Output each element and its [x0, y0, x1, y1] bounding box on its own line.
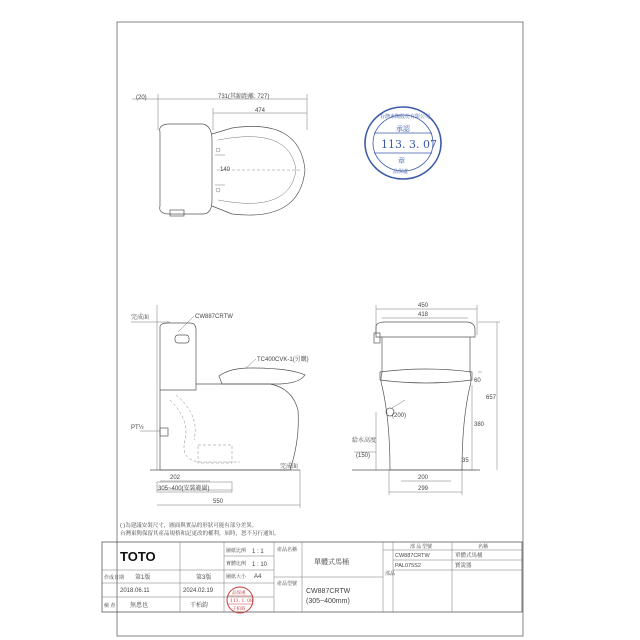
- water-height-label: 給水高度: [352, 438, 377, 444]
- front-view: [352, 303, 500, 495]
- toto-logo: TOTO: [120, 549, 156, 564]
- floor-top-label: 完成面: [131, 315, 150, 321]
- first-edition: 第1版: [135, 575, 151, 581]
- stamp-title: 承認: [396, 125, 410, 133]
- sheet-frame: [117, 22, 523, 636]
- stamp-footer: 品保處: [393, 169, 409, 175]
- dim-550: 550: [213, 499, 224, 505]
- parts-header-model: 型號: [422, 544, 433, 550]
- checker-label: 檢 查: [104, 603, 116, 609]
- part-1-name: 單體式馬桶: [455, 553, 483, 559]
- drawing-ratio-label: 圖紙比例: [226, 548, 247, 554]
- dim-200-paren: (200): [392, 413, 407, 419]
- parts-header-part: 部 品: [410, 544, 422, 550]
- floor-bottom-label: 完成面: [280, 464, 299, 470]
- dim-380: 380: [474, 422, 485, 428]
- side-view: [131, 305, 309, 508]
- dim-474: 474: [255, 108, 266, 114]
- stamp-ring-text: 台灣東陶股份有限公司: [380, 114, 431, 120]
- red-stamp-top: 品保處: [232, 591, 246, 596]
- dim-299: 299: [418, 486, 429, 492]
- dim-20: (20): [136, 95, 147, 101]
- actual-ratio-value: 1 : 10: [252, 562, 268, 568]
- dim-35: 35: [462, 458, 469, 464]
- dim-range: 305~400(安裝範圍): [158, 486, 210, 492]
- product-name-label: 產品名稱: [277, 547, 298, 553]
- red-stamp-date: 113. 1. 08: [230, 599, 253, 604]
- red-stamp-bottom: 干柏鈞: [232, 607, 246, 612]
- red-approval-stamp: [227, 587, 253, 613]
- made-date-label: 作成日期: [104, 575, 125, 581]
- title-block: [102, 542, 522, 613]
- dim-150: (150): [356, 453, 371, 459]
- dim-140: 140: [220, 167, 231, 173]
- dim-450: 450: [418, 303, 429, 309]
- paper-label: 圖紙大小: [226, 574, 247, 580]
- dim-200: 200: [418, 475, 429, 481]
- third-edition: 第3版: [196, 575, 212, 581]
- made-date-value: 2018.06.11: [120, 588, 150, 594]
- paper-value: A4: [254, 574, 262, 580]
- actual-ratio-label: 實體比例: [226, 561, 247, 567]
- stamp-date: 113. 3. 07: [381, 138, 437, 151]
- part-2-model: PAL075S2: [395, 563, 421, 569]
- part-2-name: 寶說器: [455, 563, 472, 569]
- pt-label: PT½: [131, 425, 144, 431]
- approval-stamp: [365, 107, 441, 179]
- drafter-name: 干柏鈞: [190, 603, 209, 609]
- stamp-name: 章: [398, 157, 405, 165]
- parts-col-label: 部品: [385, 571, 396, 577]
- part-1-model: CW887CRTW: [395, 553, 430, 559]
- note-line-2: 台灣東陶保留其產品規格和記更改的權利，屆時，恕不另行通知。: [120, 531, 280, 537]
- notes: [120, 521, 280, 537]
- dim-657: 657: [486, 395, 497, 401]
- note-line-1: ( )為建議安裝尺寸，圖面與實品的形狀可能有部分差異。: [120, 523, 258, 529]
- product-model-sub: (305~400mm): [306, 598, 350, 605]
- dim-418: 418: [418, 312, 429, 318]
- product-name-value: 單體式馬桶: [314, 559, 349, 566]
- parts-header-name: 名稱: [478, 544, 489, 550]
- checker-name: 無患也: [130, 603, 149, 609]
- top-view: [132, 92, 307, 216]
- model-callout: CW887CRTW: [195, 314, 233, 320]
- dim-202: 202: [170, 475, 181, 481]
- drawing-ratio-value: 1 : 1: [252, 549, 264, 555]
- seat-callout: TC400CVK-1(另購): [257, 357, 309, 363]
- rev-date-value: 2024.02.19: [183, 588, 214, 594]
- dim-60: 60: [474, 378, 481, 384]
- dim-731: 731(其縮距離: 727): [218, 94, 270, 100]
- product-model-value: CW887CRTW: [306, 588, 351, 595]
- product-model-label: 產品型號: [277, 581, 298, 587]
